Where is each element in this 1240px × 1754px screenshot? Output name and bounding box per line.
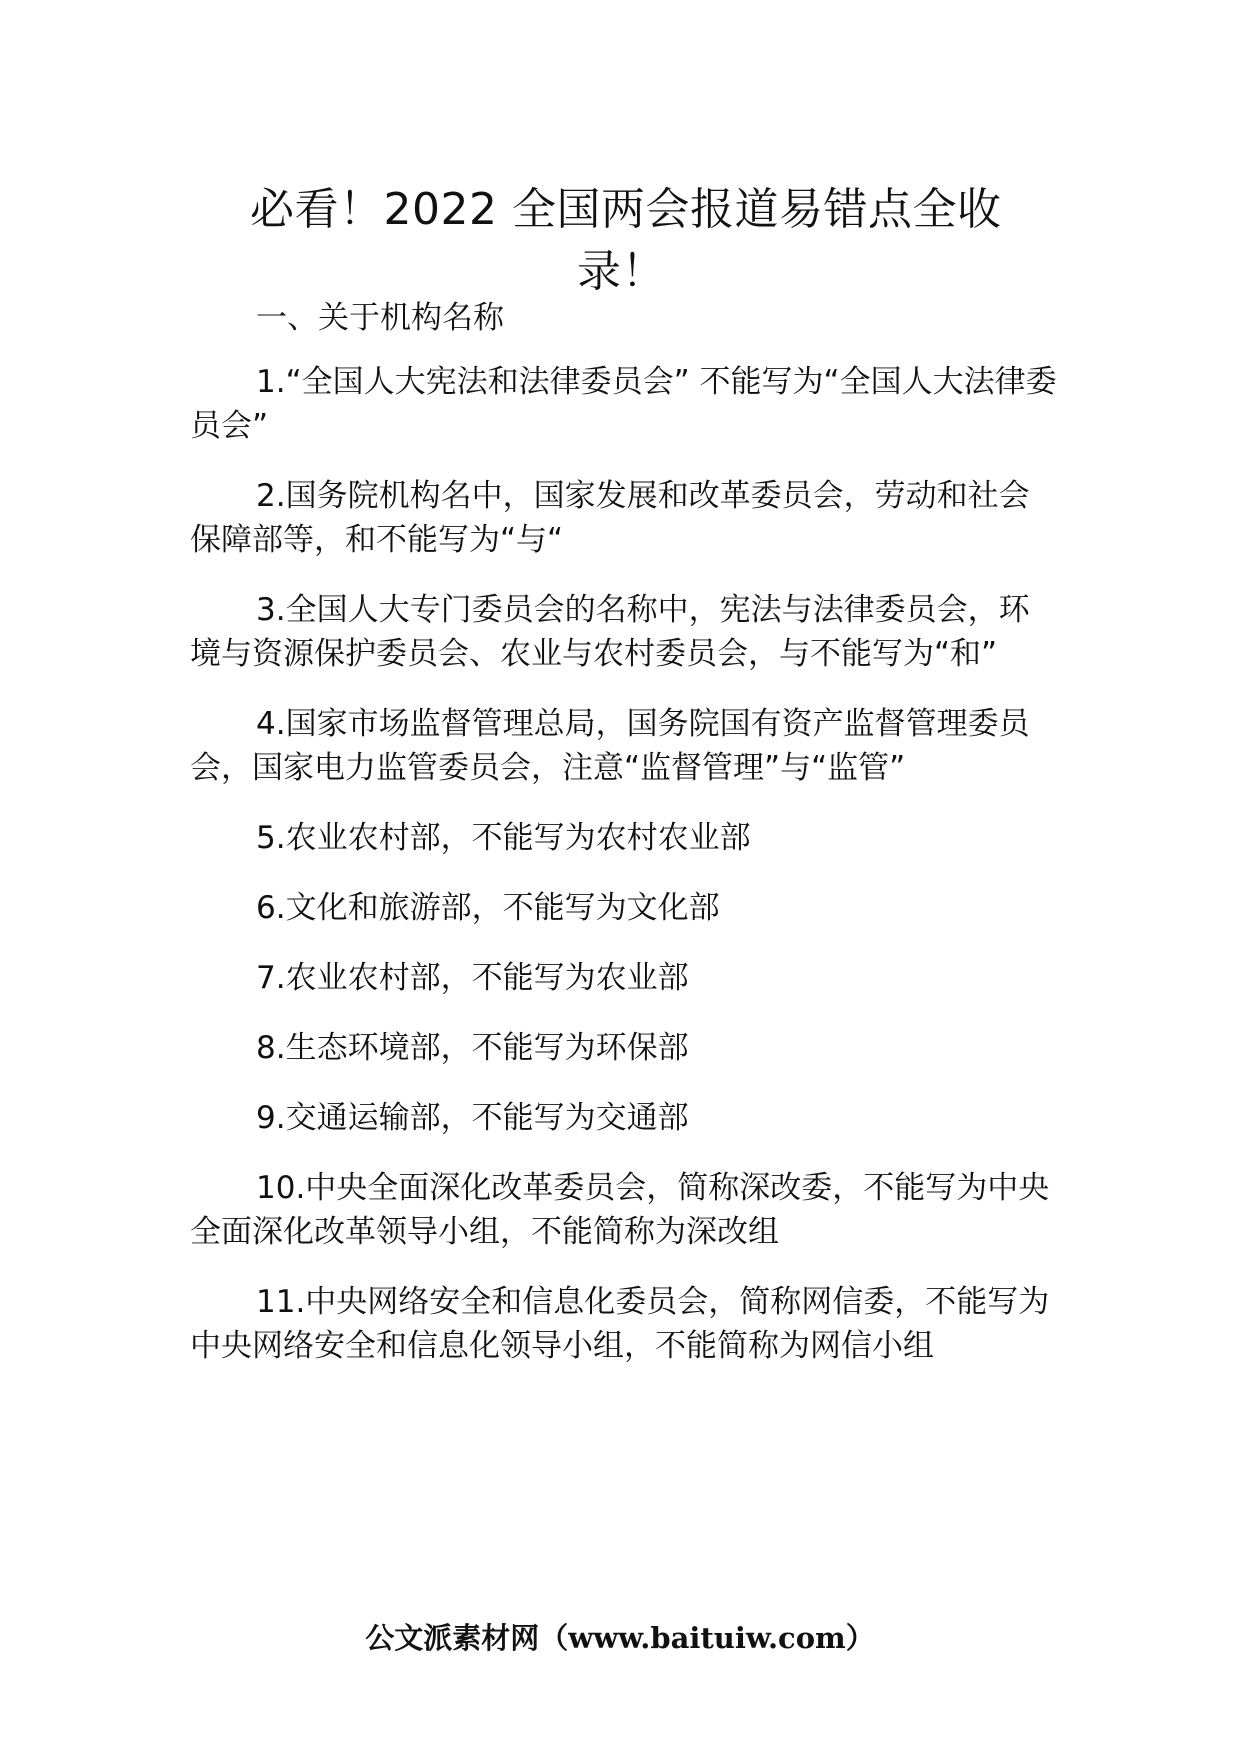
list-item-6: 6.文化和旅游部，不能写为文化部 (256, 890, 720, 926)
list-item-4: 4.国家市场监督管理总局，国务院国有资产监督管理委员会，国家电力监管委员会，注意“监督管理”与“监管” (190, 706, 1030, 786)
document-title (250, 179, 1080, 303)
list-item-5: 5.农业农村部，不能写为农村农业部 (256, 820, 751, 856)
list-item-10: 10.中央全面深化改革委员会，简称深改委，不能写为中央全面深化改革领导小组，不能简称为深改组 (190, 1170, 1050, 1250)
section-heading: 一、关于机构名称 (256, 300, 504, 336)
list-item-8: 8.生态环境部，不能写为环保部 (256, 1030, 689, 1066)
list-item-1: 1.“全国人大宪法和法律委员会” 不能写为“全国人大法律委员会” (190, 364, 1057, 444)
list-item-9: 9.交通运输部，不能写为交通部 (256, 1100, 689, 1136)
list-item-3: 3.全国人大专门委员会的名称中，宪法与法律委员会，环境与资源保护委员会、农业与农村委员会，与不能写为“和” (190, 592, 1030, 672)
list-item-7: 7.农业农村部，不能写为农业部 (256, 960, 689, 996)
list-item-2: 2.国务院机构名中，国家发展和改革委员会，劳动和社会保障部等，和不能写为“与“ (190, 478, 1030, 558)
page-footer: 公文派素材网（www.baituiw.com） (365, 1621, 875, 1655)
document-title-line-1: 必看！2022 全国两会报道易错点全收 (250, 184, 1002, 236)
document-title-line-2: 录！ (577, 246, 666, 298)
list-item-11: 11.中央网络安全和信息化委员会，简称网信委，不能写为中央网络安全和信息化领导小组，不能简称为网信小组 (190, 1284, 1050, 1364)
document-body (190, 296, 1060, 1394)
